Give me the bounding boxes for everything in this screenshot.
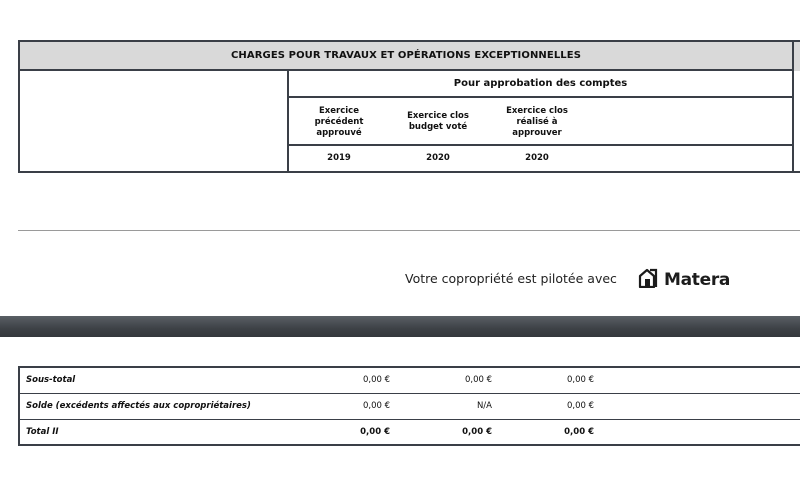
summary-table (18, 366, 800, 446)
row-value: N/A (476, 401, 492, 411)
branding-tagline: Votre copropriété est pilotée avec (405, 271, 617, 286)
row-value: 0,00 € (566, 375, 594, 385)
matera-logo (638, 268, 730, 292)
column-heading-line: précédent (314, 117, 364, 127)
row-label: Solde (excédents affectés aux copropriétaires) (26, 401, 251, 411)
page-separator (18, 230, 800, 231)
approval-title-row (289, 71, 792, 98)
column-heading-realised (497, 106, 577, 139)
row-value: 0,00 € (564, 427, 594, 437)
table-title: CHARGES POUR TRAVAUX ET OPÉRATIONS EXCEPTIONNELLES (230, 50, 581, 61)
table-row (20, 368, 800, 394)
charges-header-table (18, 40, 800, 173)
table-title-row (20, 42, 794, 71)
row-value: 0,00 € (360, 427, 390, 437)
row-value: 0,00 € (566, 401, 594, 411)
column-heading-line: approuver (512, 128, 562, 138)
table-row (20, 394, 800, 420)
column-heading-budget (398, 111, 478, 133)
logo-name: Matera (664, 270, 731, 290)
column-heading-line: approuvé (316, 128, 362, 138)
column-heading-previous (299, 106, 379, 139)
year-previous: 2019 (327, 153, 351, 163)
page-break-band (0, 316, 800, 337)
column-headings-row (289, 98, 792, 146)
title-row-extension (794, 42, 800, 71)
column-heading-line: Exercice clos (407, 111, 469, 121)
year-budget: 2020 (426, 153, 450, 163)
row-value: 0,00 € (464, 375, 492, 385)
approval-block (289, 71, 794, 173)
row-value: 0,00 € (362, 375, 390, 385)
years-row (289, 146, 792, 171)
matera-house-icon (638, 268, 660, 292)
year-realised: 2020 (525, 153, 549, 163)
table-row (20, 420, 800, 446)
row-label: Sous-total (26, 375, 76, 385)
approval-title: Pour approbation des comptes (453, 78, 628, 89)
column-heading-line: Exercice clos (506, 106, 568, 116)
column-heading-line: budget voté (408, 122, 468, 132)
row-value: 0,00 € (362, 401, 390, 411)
row-value: 0,00 € (462, 427, 492, 437)
column-heading-line: Exercice (318, 106, 359, 116)
column-heading-line: réalisé à (516, 117, 558, 127)
row-label: Total II (26, 427, 59, 437)
label-column-cell (20, 71, 289, 173)
